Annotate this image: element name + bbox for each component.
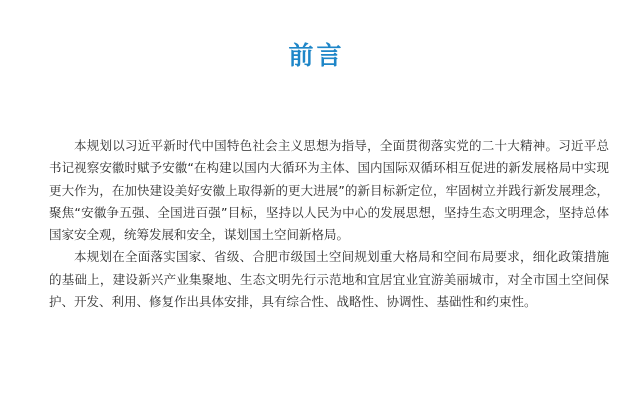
paragraph-2: 本规划在全面落实国家、省级、合肥市级国土空间规划重大格局和空间布局要求，细化政策措施的基础上，建设新兴产业集聚地、生态文明先行示范地和宜居宜业宜游美丽城市，对全市国土空间保护、开发、利用、修复作出具体安排，具有综合性、战略性、协调性、基础性和约束性。	[49, 249, 609, 310]
page-title: 前言	[288, 41, 345, 70]
paragraph-1: 本规划以习近平新时代中国特色社会主义思想为指导，全面贯彻落实党的二十大精神。习近平总书记视察安徽时赋予安徽“在构建以国内大循环为主体、国内国际双循环相互促进的新发展格局中实现更大作为，在加快建设美好安徽上取得新的更大进展”的新目标新定位，牢固树立并践行新发展理念，聚焦“安徽争五强、全国进百强”目标，坚持以人民为中心的发展思想，坚持生态文明理念，坚持总体国家安全观，统筹发展和安全，谋划国土空间新格局。	[49, 138, 609, 243]
body-text	[49, 135, 609, 313]
